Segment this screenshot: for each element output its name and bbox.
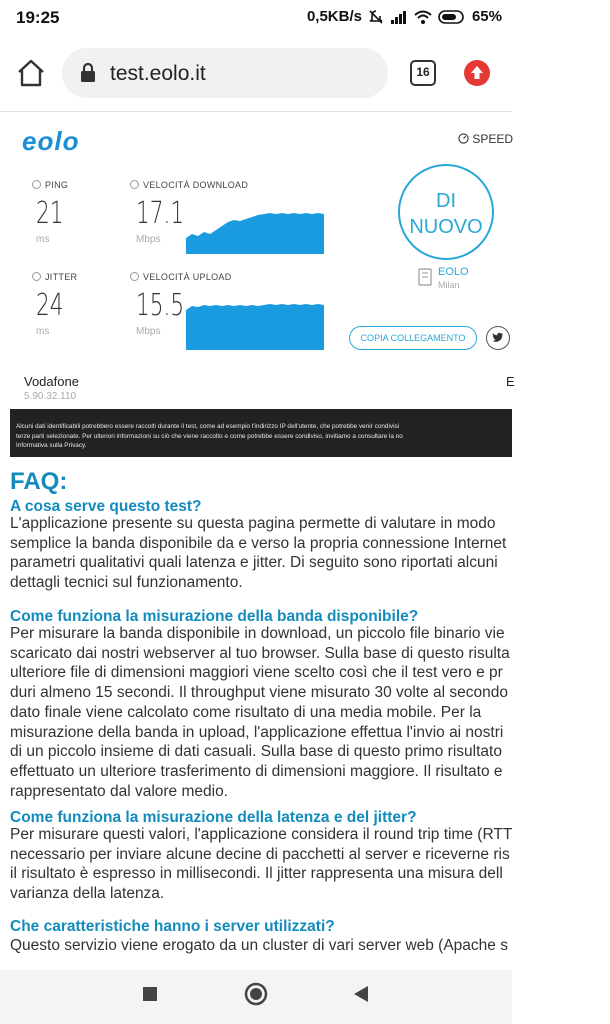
faq-answer-line: ulteriore file di dimensioni maggiori viene scelto così che il test vero e pr <box>10 664 503 682</box>
restart-test-button[interactable] <box>398 164 494 260</box>
network-speed: 0,5KB/s <box>306 8 362 25</box>
jitter-label-text: JITTER <box>45 272 78 282</box>
isp-right-text: E <box>506 374 515 389</box>
tab-switcher-button[interactable] <box>410 60 436 86</box>
isp-name: Vodafone <box>24 374 79 389</box>
server-name: EOLO <box>438 266 469 278</box>
faq-question: Come funziona la misurazione della latenza e del jitter? <box>10 809 417 826</box>
faq-answer-line: Per misurare questi valori, l'applicazione considera il round trip time (RTT <box>10 826 513 843</box>
faq-title: FAQ: <box>10 468 68 495</box>
eolo-logo: eolo <box>22 126 80 156</box>
twitter-icon <box>492 331 504 343</box>
faq-answer-line: varianza della latenza. <box>10 885 165 903</box>
faq-answer-line: Per misurare la banda disponibile in download, un piccolo file binario vie <box>10 625 505 642</box>
faq-answer-line: rappresentato dal valore medio. <box>10 782 228 800</box>
faq-answer-line: scaricato dai nostri webserver al tuo browser. Sulla base di questo risulta <box>10 644 510 662</box>
faq-answer-line: L'applicazione presente su questa pagina permette di valutare in modo <box>10 515 496 532</box>
faq-answer-line: di un piccolo insieme di dati casuali. Sulla base di questo primo risultato <box>10 743 502 761</box>
faq-question: Come funziona la misurazione della banda disponibile? <box>10 608 419 625</box>
tab-count: 16 <box>416 65 430 79</box>
faq-question: A cosa serve questo test? <box>10 498 202 515</box>
ping-unit: ms <box>36 234 50 245</box>
signal-icon <box>390 10 408 24</box>
privacy-notice <box>10 409 512 457</box>
faq-answer <box>10 624 610 801</box>
ip-address: 5.90.32.110 <box>24 391 77 402</box>
jitter-icon <box>32 272 41 281</box>
faq-answer-line: dato finale viene calcolato come risultato di una media mobile. Per la <box>10 703 482 721</box>
copy-link-button[interactable]: COPIA COLLEGAMENTO <box>349 326 477 350</box>
restart-line-1: DI <box>436 190 456 212</box>
speedometer-icon <box>458 133 469 144</box>
jitter-unit: ms <box>36 326 50 337</box>
privacy-line-1: Alcuni dati identificabili potrebbero essere raccolti durante il test, come ad esempio l'indirizzo IP dell'utente, che potrebbe venir condivisi <box>16 423 400 430</box>
faq-question: Che caratteristiche hanno i server utilizzati? <box>10 918 335 935</box>
upload-label <box>130 272 232 282</box>
jitter-label <box>32 272 77 282</box>
faq-answer-line: il risultato è espresso in millisecondi. Il jitter rappresenta una misura dell <box>10 865 503 883</box>
privacy-line-3[interactable]: Informativa sulla Privacy. <box>16 442 87 449</box>
wifi-icon <box>414 10 432 24</box>
recents-icon[interactable] <box>142 986 158 1002</box>
status-bar <box>0 0 512 36</box>
faq-answer <box>10 825 610 904</box>
ping-label <box>32 180 68 190</box>
ping-label-text: PING <box>45 180 69 190</box>
android-nav-bar <box>0 970 512 1024</box>
faq-answer-line: necessario per inviare alcune decine di pacchetti al server e riceverne ris <box>10 845 510 863</box>
faq-answer-line: dettagli tecnici sul funzionamento. <box>10 574 243 592</box>
twitter-share-button[interactable] <box>486 326 510 350</box>
ping-icon <box>32 180 41 189</box>
download-graph <box>186 208 324 254</box>
download-icon <box>130 180 139 189</box>
back-icon[interactable] <box>352 984 370 1004</box>
mute-icon <box>368 9 384 25</box>
update-icon[interactable] <box>464 60 490 86</box>
battery-icon <box>438 10 466 24</box>
web-page <box>0 112 515 970</box>
home-nav-icon[interactable] <box>244 982 268 1006</box>
status-right <box>307 8 502 25</box>
faq-answer-line: effettuato un ulteriore trasferimento di dimensioni maggiore. Il risultato e <box>10 762 503 780</box>
speedtest-mode-label: SPEED <box>472 132 514 146</box>
status-time: 19:25 <box>16 8 60 27</box>
faq-answer-line: Questo servizio viene erogato da un cluster di vari server web (Apache s <box>10 937 508 954</box>
faq-answer-line: semplice la banda disponibile da e verso la propria connessione Internet <box>10 534 507 552</box>
download-unit: Mbps <box>136 234 161 245</box>
ping-value: 21 <box>36 196 64 231</box>
home-icon[interactable] <box>16 59 46 87</box>
faq-answer-line: duri almeno 15 secondi. Il throughput viene misurato 30 volte al secondo <box>10 684 509 702</box>
faq-answer-line: misurazione della banda in upload, l'applicazione effettua l'invio ai nostri <box>10 723 504 741</box>
upload-value: 15.5 <box>136 288 185 323</box>
download-label-text: VELOCITÀ DOWNLOAD <box>143 180 249 190</box>
server-icon <box>418 268 432 286</box>
jitter-value: 24 <box>36 288 64 323</box>
battery-percent: 65% <box>471 8 502 25</box>
lock-icon[interactable] <box>80 63 96 83</box>
faq-answer <box>10 936 610 956</box>
restart-line-2: NUOVO <box>409 216 483 238</box>
faq-answer <box>10 514 610 593</box>
speedtest-mode[interactable] <box>458 132 513 146</box>
upload-unit: Mbps <box>136 326 161 337</box>
upload-graph <box>186 300 324 350</box>
browser-toolbar <box>0 36 512 112</box>
download-label <box>130 180 248 190</box>
upload-label-text: VELOCITÀ UPLOAD <box>143 272 232 282</box>
address-bar[interactable] <box>62 48 388 98</box>
upload-icon <box>130 272 139 281</box>
server-city: Milan <box>438 280 460 290</box>
url-text: test.eolo.it <box>110 62 206 85</box>
download-value: 17.1 <box>136 196 185 231</box>
faq-answer-line: parametri qualitativi quali latenza e jitter. Di seguito sono riportati alcuni <box>10 554 498 572</box>
privacy-line-2: terze parti selezionate. Per ulteriori informazioni su ciò che viene raccolto e come potrebbe essere condiviso, invitiamo a consultare la no <box>16 432 403 440</box>
